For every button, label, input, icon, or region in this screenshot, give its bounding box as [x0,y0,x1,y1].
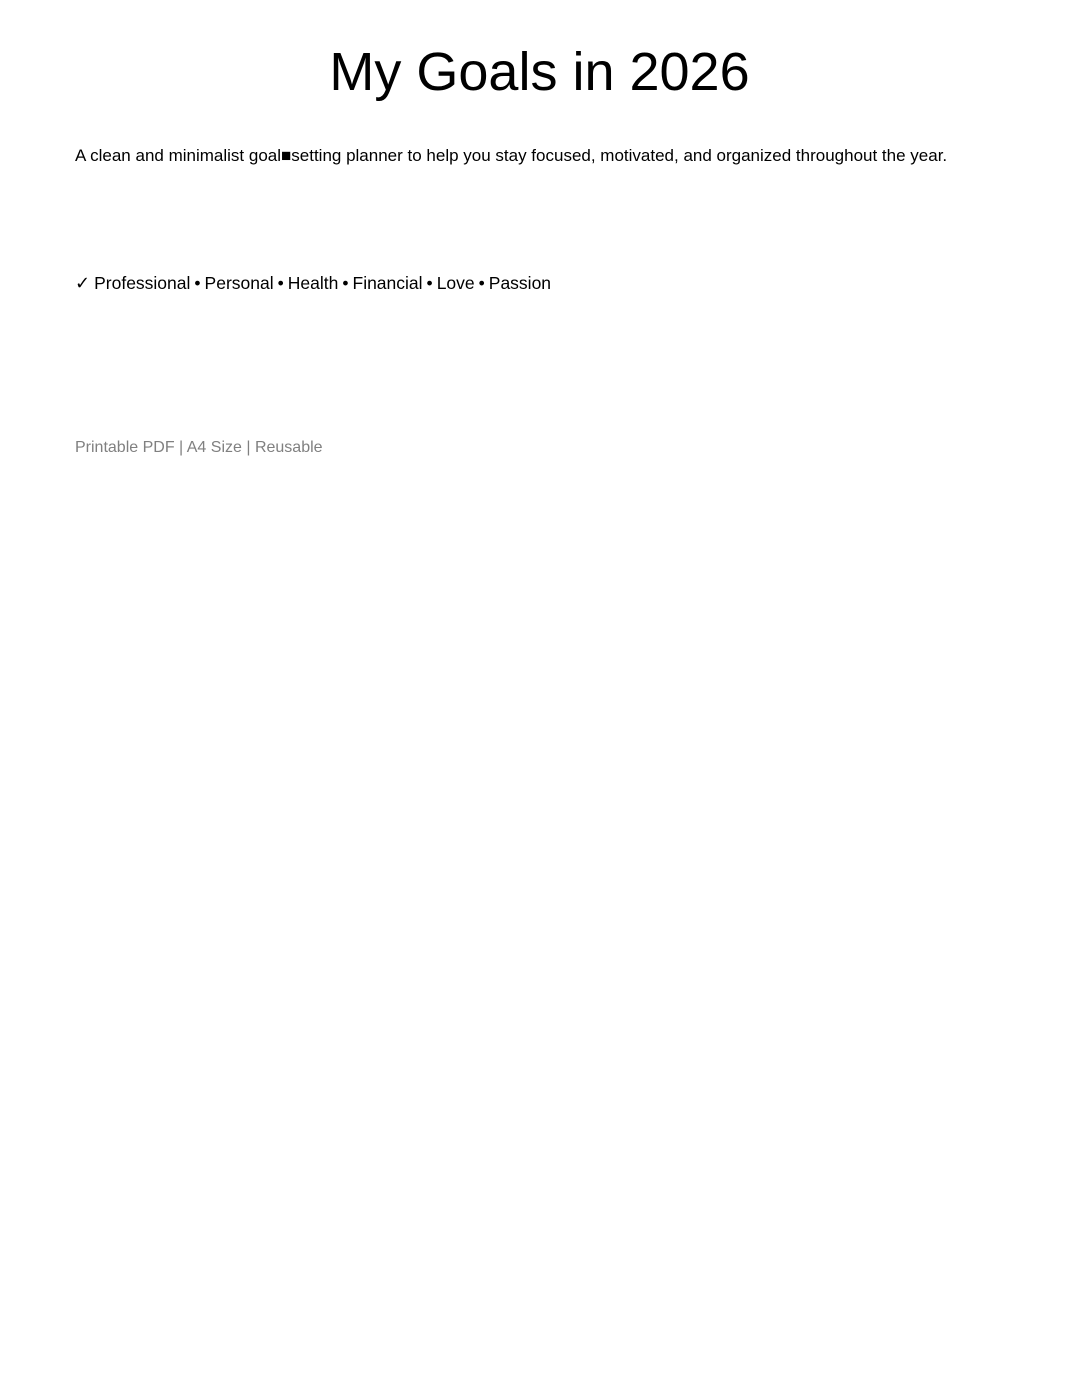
category-passion: Passion [488,273,552,293]
category-love: Love [436,273,475,293]
bullet-separator: • [342,273,349,293]
bullet-separator: • [478,273,485,293]
category-health: Health [287,273,339,293]
intro-paragraph: A clean and minimalist goal■setting planner to help you stay focused, motivated, and organized throughout the year. [75,146,948,165]
category-professional: Professional [94,273,191,293]
bullet-separator: • [426,273,433,293]
product-info-note: Printable PDF | A4 Size | Reusable [75,439,323,456]
page-title: My Goals in 2026 [329,42,750,102]
category-financial: Financial [352,273,423,293]
category-personal: Personal [204,273,274,293]
goal-categories [75,271,551,296]
check-icon: ✓ [75,273,91,294]
bullet-separator: • [194,273,201,293]
bullet-separator: • [277,273,284,293]
